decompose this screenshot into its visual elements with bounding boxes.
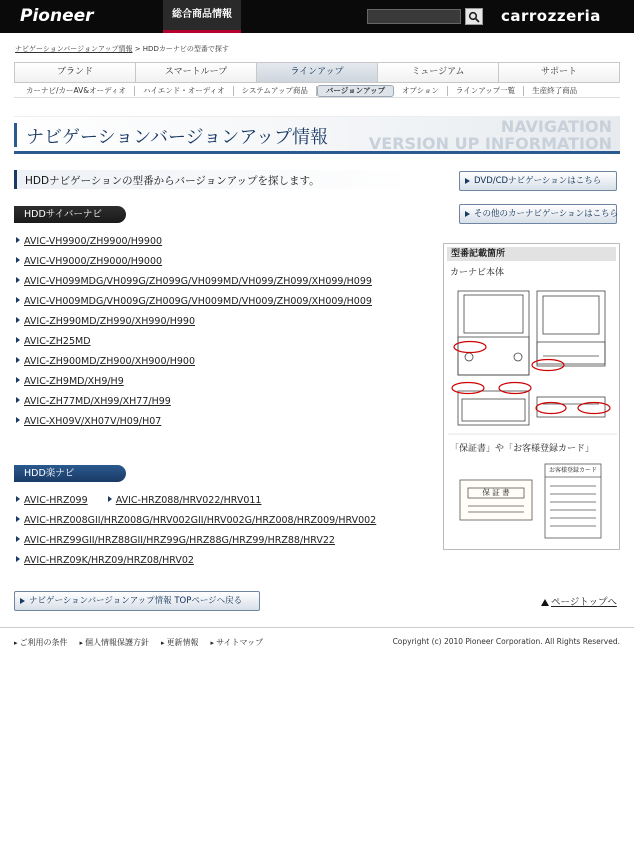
arrow-right-icon bbox=[16, 357, 20, 363]
model-box-title: 型番記載箇所 bbox=[447, 247, 616, 261]
arrow-right-icon bbox=[16, 556, 20, 562]
title-en-line2: VERSION UP INFORMATION bbox=[368, 134, 612, 153]
arrow-up-icon bbox=[541, 599, 549, 606]
list-item bbox=[16, 252, 372, 272]
page-top-link[interactable] bbox=[541, 594, 617, 608]
footer-divider bbox=[0, 627, 634, 628]
model-link[interactable]: AVIC-ZH25MD bbox=[24, 336, 91, 347]
arrow-right-icon bbox=[16, 397, 20, 403]
warranty-document bbox=[460, 480, 532, 520]
breadcrumb bbox=[15, 44, 229, 54]
model-link[interactable]: AVIC-ZH900MD/ZH900/XH900/H900 bbox=[24, 356, 195, 367]
subtab-lineup-list[interactable]: ラインアップ一覧 bbox=[448, 86, 524, 96]
arrow-right-icon bbox=[16, 277, 20, 283]
list-item bbox=[16, 312, 372, 332]
carrozzeria-logo[interactable]: carrozzeria bbox=[501, 7, 601, 25]
hdd-cybernavi-list bbox=[16, 232, 372, 432]
breadcrumb-current: HDDカーナビの型番で探す bbox=[142, 45, 229, 53]
subtab-systemup[interactable]: システムアップ商品 bbox=[234, 86, 317, 96]
main-nav-tabs bbox=[14, 62, 620, 83]
unit-2 bbox=[537, 291, 605, 366]
search-icon bbox=[468, 11, 480, 23]
arrow-right-icon bbox=[16, 337, 20, 343]
lead-bar bbox=[14, 170, 414, 189]
title-accent-bar bbox=[14, 123, 17, 147]
list-item bbox=[16, 531, 376, 551]
footer-link-terms[interactable]: ▸ ご利用の条件 bbox=[14, 637, 68, 648]
unit-1 bbox=[458, 291, 529, 375]
arrow-right-icon bbox=[16, 377, 20, 383]
subtab-highend-audio[interactable]: ハイエンド・オーディオ bbox=[135, 86, 234, 96]
model-link[interactable]: AVIC-VH9900/ZH9900/H9900 bbox=[24, 236, 163, 247]
list-item bbox=[16, 332, 372, 352]
model-link[interactable]: AVIC-XH09V/XH07V/H09/H07 bbox=[24, 416, 162, 427]
arrow-right-icon bbox=[16, 536, 20, 542]
model-link[interactable]: AVIC-HRZ099 bbox=[24, 495, 88, 506]
tab-museum[interactable]: ミュージアム bbox=[378, 63, 499, 82]
tab-lineup[interactable]: ラインアップ bbox=[257, 63, 378, 82]
list-item bbox=[16, 551, 376, 571]
hdd-rakunavi-list bbox=[16, 491, 376, 571]
marker-ellipse bbox=[452, 383, 484, 394]
footer-link-sitemap[interactable]: ▸ サイトマップ bbox=[211, 637, 264, 648]
section-hdd-rakunavi: HDD楽ナビ bbox=[14, 465, 126, 482]
marker-ellipse bbox=[454, 342, 486, 353]
page-top-label: ページトップへ bbox=[551, 597, 617, 608]
search-input[interactable] bbox=[367, 9, 461, 24]
model-number-location-box bbox=[443, 243, 620, 550]
footer-link-privacy[interactable]: ▸ 個人情報保護方針 bbox=[80, 637, 150, 648]
list-item bbox=[16, 412, 372, 432]
other-navi-button[interactable]: その他のカーナビゲーションはこちら bbox=[459, 204, 617, 224]
model-link[interactable]: AVIC-VH009MDG/VH009G/ZH009G/VH009MD/VH009/ZH009/XH009/H009 bbox=[24, 296, 372, 307]
model-link[interactable]: AVIC-ZH77MD/XH99/XH77/H99 bbox=[24, 396, 171, 407]
footer-link-updates[interactable]: ▸ 更新情報 bbox=[161, 637, 199, 648]
subtab-carnavi-av[interactable]: カーナビ/カーAV&オーディオ bbox=[14, 86, 135, 96]
model-link[interactable]: AVIC-HRZ008GII/HRZ008G/HRV002GII/HRV002G/HRZ008/HRZ009/HRV002 bbox=[24, 515, 377, 526]
arrow-right-icon bbox=[16, 237, 20, 243]
warranty-label: 保 証 書 bbox=[482, 488, 510, 497]
top-header-bar bbox=[0, 0, 634, 33]
model-box-subtitle-unit: カーナビ本体 bbox=[450, 268, 505, 278]
list-item bbox=[16, 352, 372, 372]
card-label: お客様登録カード bbox=[548, 467, 597, 474]
arrow-right-icon bbox=[16, 297, 20, 303]
lead-text: HDDナビゲーションの型番からバージョンアップを探します。 bbox=[25, 175, 320, 187]
model-link[interactable]: AVIC-VH9000/ZH9000/H9000 bbox=[24, 256, 163, 267]
list-item bbox=[16, 272, 372, 292]
breadcrumb-parent-link[interactable]: ナビゲーションバージョンアップ情報 bbox=[15, 45, 133, 53]
model-link[interactable]: AVIC-HRZ99GII/HRZ88GII/HRZ99G/HRZ88G/HRZ99/HRZ88/HRV22 bbox=[24, 535, 335, 546]
footer-links bbox=[14, 637, 263, 648]
tab-brand[interactable]: ブランド bbox=[15, 63, 136, 82]
unit-diagram bbox=[444, 244, 621, 551]
page-title: ナビゲーションバージョンアップ情報 bbox=[26, 127, 329, 148]
list-item bbox=[16, 491, 376, 511]
nav-all-products[interactable]: 総合商品情報 bbox=[163, 0, 241, 33]
section-hdd-cybernavi: HDDサイバーナビ bbox=[14, 206, 126, 223]
tab-smartloop[interactable]: スマートループ bbox=[136, 63, 257, 82]
arrow-right-icon bbox=[16, 496, 20, 502]
arrow-right-icon bbox=[16, 516, 20, 522]
subtab-discontinued[interactable]: 生産終了商品 bbox=[532, 86, 578, 95]
subtab-option[interactable]: オプション bbox=[394, 86, 448, 96]
arrow-right-icon bbox=[16, 417, 20, 423]
list-item bbox=[16, 392, 372, 412]
model-link[interactable]: AVIC-ZH9MD/XH9/H9 bbox=[24, 376, 124, 387]
model-link[interactable]: AVIC-ZH990MD/ZH990/XH990/H990 bbox=[24, 316, 195, 327]
arrow-right-icon bbox=[108, 496, 112, 502]
pioneer-logo[interactable]: Pioneer bbox=[20, 6, 94, 26]
title-en-line1: NAVIGATION bbox=[500, 117, 612, 136]
list-item bbox=[16, 372, 372, 392]
model-link[interactable]: AVIC-VH099MDG/VH099G/ZH099G/VH099MD/VH099/ZH099/XH099/H099 bbox=[24, 276, 372, 287]
copyright: Copyright (c) 2010 Pioneer Corporation. All Rights Reserved. bbox=[392, 637, 620, 646]
list-item bbox=[16, 292, 372, 312]
tab-support[interactable]: サポート bbox=[499, 63, 619, 82]
model-link[interactable]: AVIC-HRZ088/HRV022/HRV011 bbox=[115, 495, 262, 506]
sub-nav-tabs bbox=[14, 85, 620, 98]
dvd-cd-navi-button[interactable]: DVD/CDナビゲーションはこちら bbox=[459, 171, 617, 191]
unit-3 bbox=[458, 391, 529, 425]
search-button[interactable] bbox=[465, 8, 483, 25]
arrow-right-icon bbox=[16, 257, 20, 263]
arrow-right-icon bbox=[16, 317, 20, 323]
list-item bbox=[16, 232, 372, 252]
model-link[interactable]: AVIC-HRZ09K/HRZ09/HRZ08/HRV02 bbox=[24, 555, 194, 566]
page-title-banner bbox=[14, 116, 620, 154]
model-box-subtitle-docs: 「保証書」や「お客様登録カード」 bbox=[450, 444, 595, 454]
breadcrumb-separator: > bbox=[132, 45, 143, 53]
marker-ellipse bbox=[499, 383, 531, 394]
back-to-top-page-button[interactable]: ナビゲーションバージョンアップ情報 TOPページへ戻る bbox=[14, 591, 260, 611]
list-item bbox=[16, 511, 376, 531]
page-title-english bbox=[369, 118, 612, 152]
subtab-versionup[interactable]: バージョンアップ bbox=[317, 85, 394, 97]
